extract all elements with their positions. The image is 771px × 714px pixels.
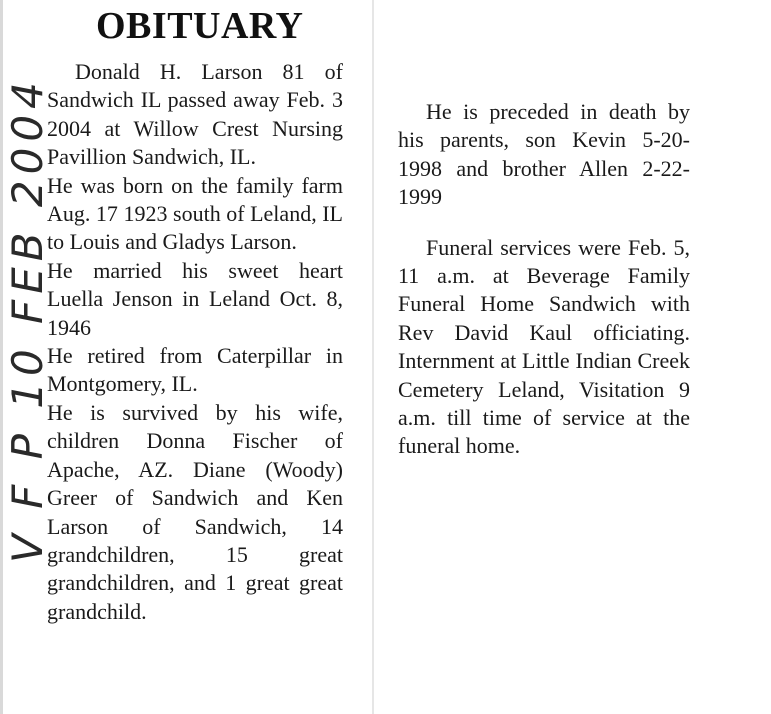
handwritten-date-annotation: V F P 10 FEB 2004: [3, 76, 52, 564]
paragraph-death-notice: Donald H. Larson 81 of Sandwich IL passed away Feb. 3 2004 at Willow Crest Nursing Pavillion Sandwich, IL.: [47, 59, 343, 170]
clipping-column-edge: [372, 0, 374, 714]
right-column: [398, 98, 690, 461]
paragraph-survivors: He is survived by his wife, children Donna Fischer of Apache, AZ. Diane (Woody) Greer of Sandwich and Ken Larson of Sandwich, 14 grandchildren, 15 great grandchildren, and 1 great great grandchild.: [47, 399, 343, 624]
paragraph-preceded: He is preceded in death by his parents, son Kevin 5-20-1998 and brother Allen 2-22-1999: [398, 99, 690, 210]
left-column: [47, 58, 343, 626]
paragraph-funeral-services: Funeral services were Feb. 5, 11 a.m. at Beverage Family Funeral Home Sandwich with Rev David Kaul officiating. Internment at Little Indian Creek Cemetery Leland, Visitation 9 a.m. till time of service at the funeral home.: [398, 234, 690, 459]
paragraph-marriage: He married his sweet heart Luella Jenson in Leland Oct. 8, 1946: [47, 257, 343, 340]
paragraph-birth: He was born on the family farm Aug. 17 1923 south of Leland, IL to Louis and Gladys Larson.: [47, 172, 343, 255]
paragraph-retirement: He retired from Caterpillar in Montgomery, IL.: [47, 343, 343, 397]
obituary-title: OBITUARY: [96, 5, 304, 47]
